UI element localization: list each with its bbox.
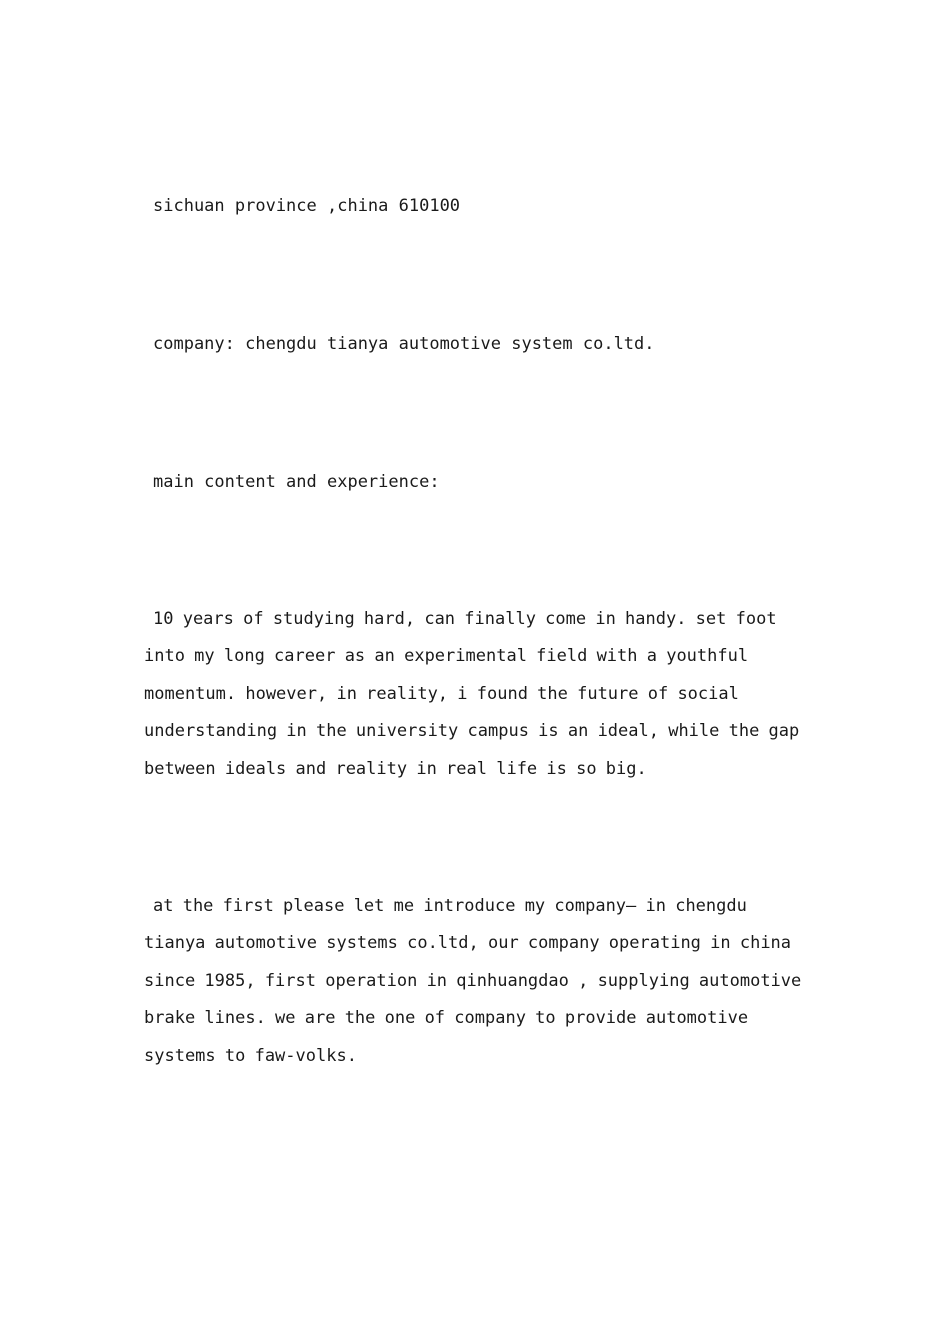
address-line: sichuan province ,china 610100 bbox=[153, 196, 461, 216]
section-heading: main content and experience: bbox=[153, 472, 440, 492]
paragraph-studies: 10 years of studying hard, can finally come in handy. set foot into my long career as an experimental field with a youthful momentum. however, in reality, i found the future of social understanding in the university campus is an ideal, while the gap between ideals and reality in real life is so big. bbox=[144, 609, 800, 779]
paragraph-company-intro: at the first please let me introduce my company— in chengdu tianya automotive systems co.ltd, our company operating in china since 1985, first operation in qinhuangdao , supplying automotive brake lines. we are the one of company to provide automotive systems to faw-volks. bbox=[144, 896, 802, 1066]
company-line: company: chengdu tianya automotive system co.ltd. bbox=[153, 334, 655, 354]
